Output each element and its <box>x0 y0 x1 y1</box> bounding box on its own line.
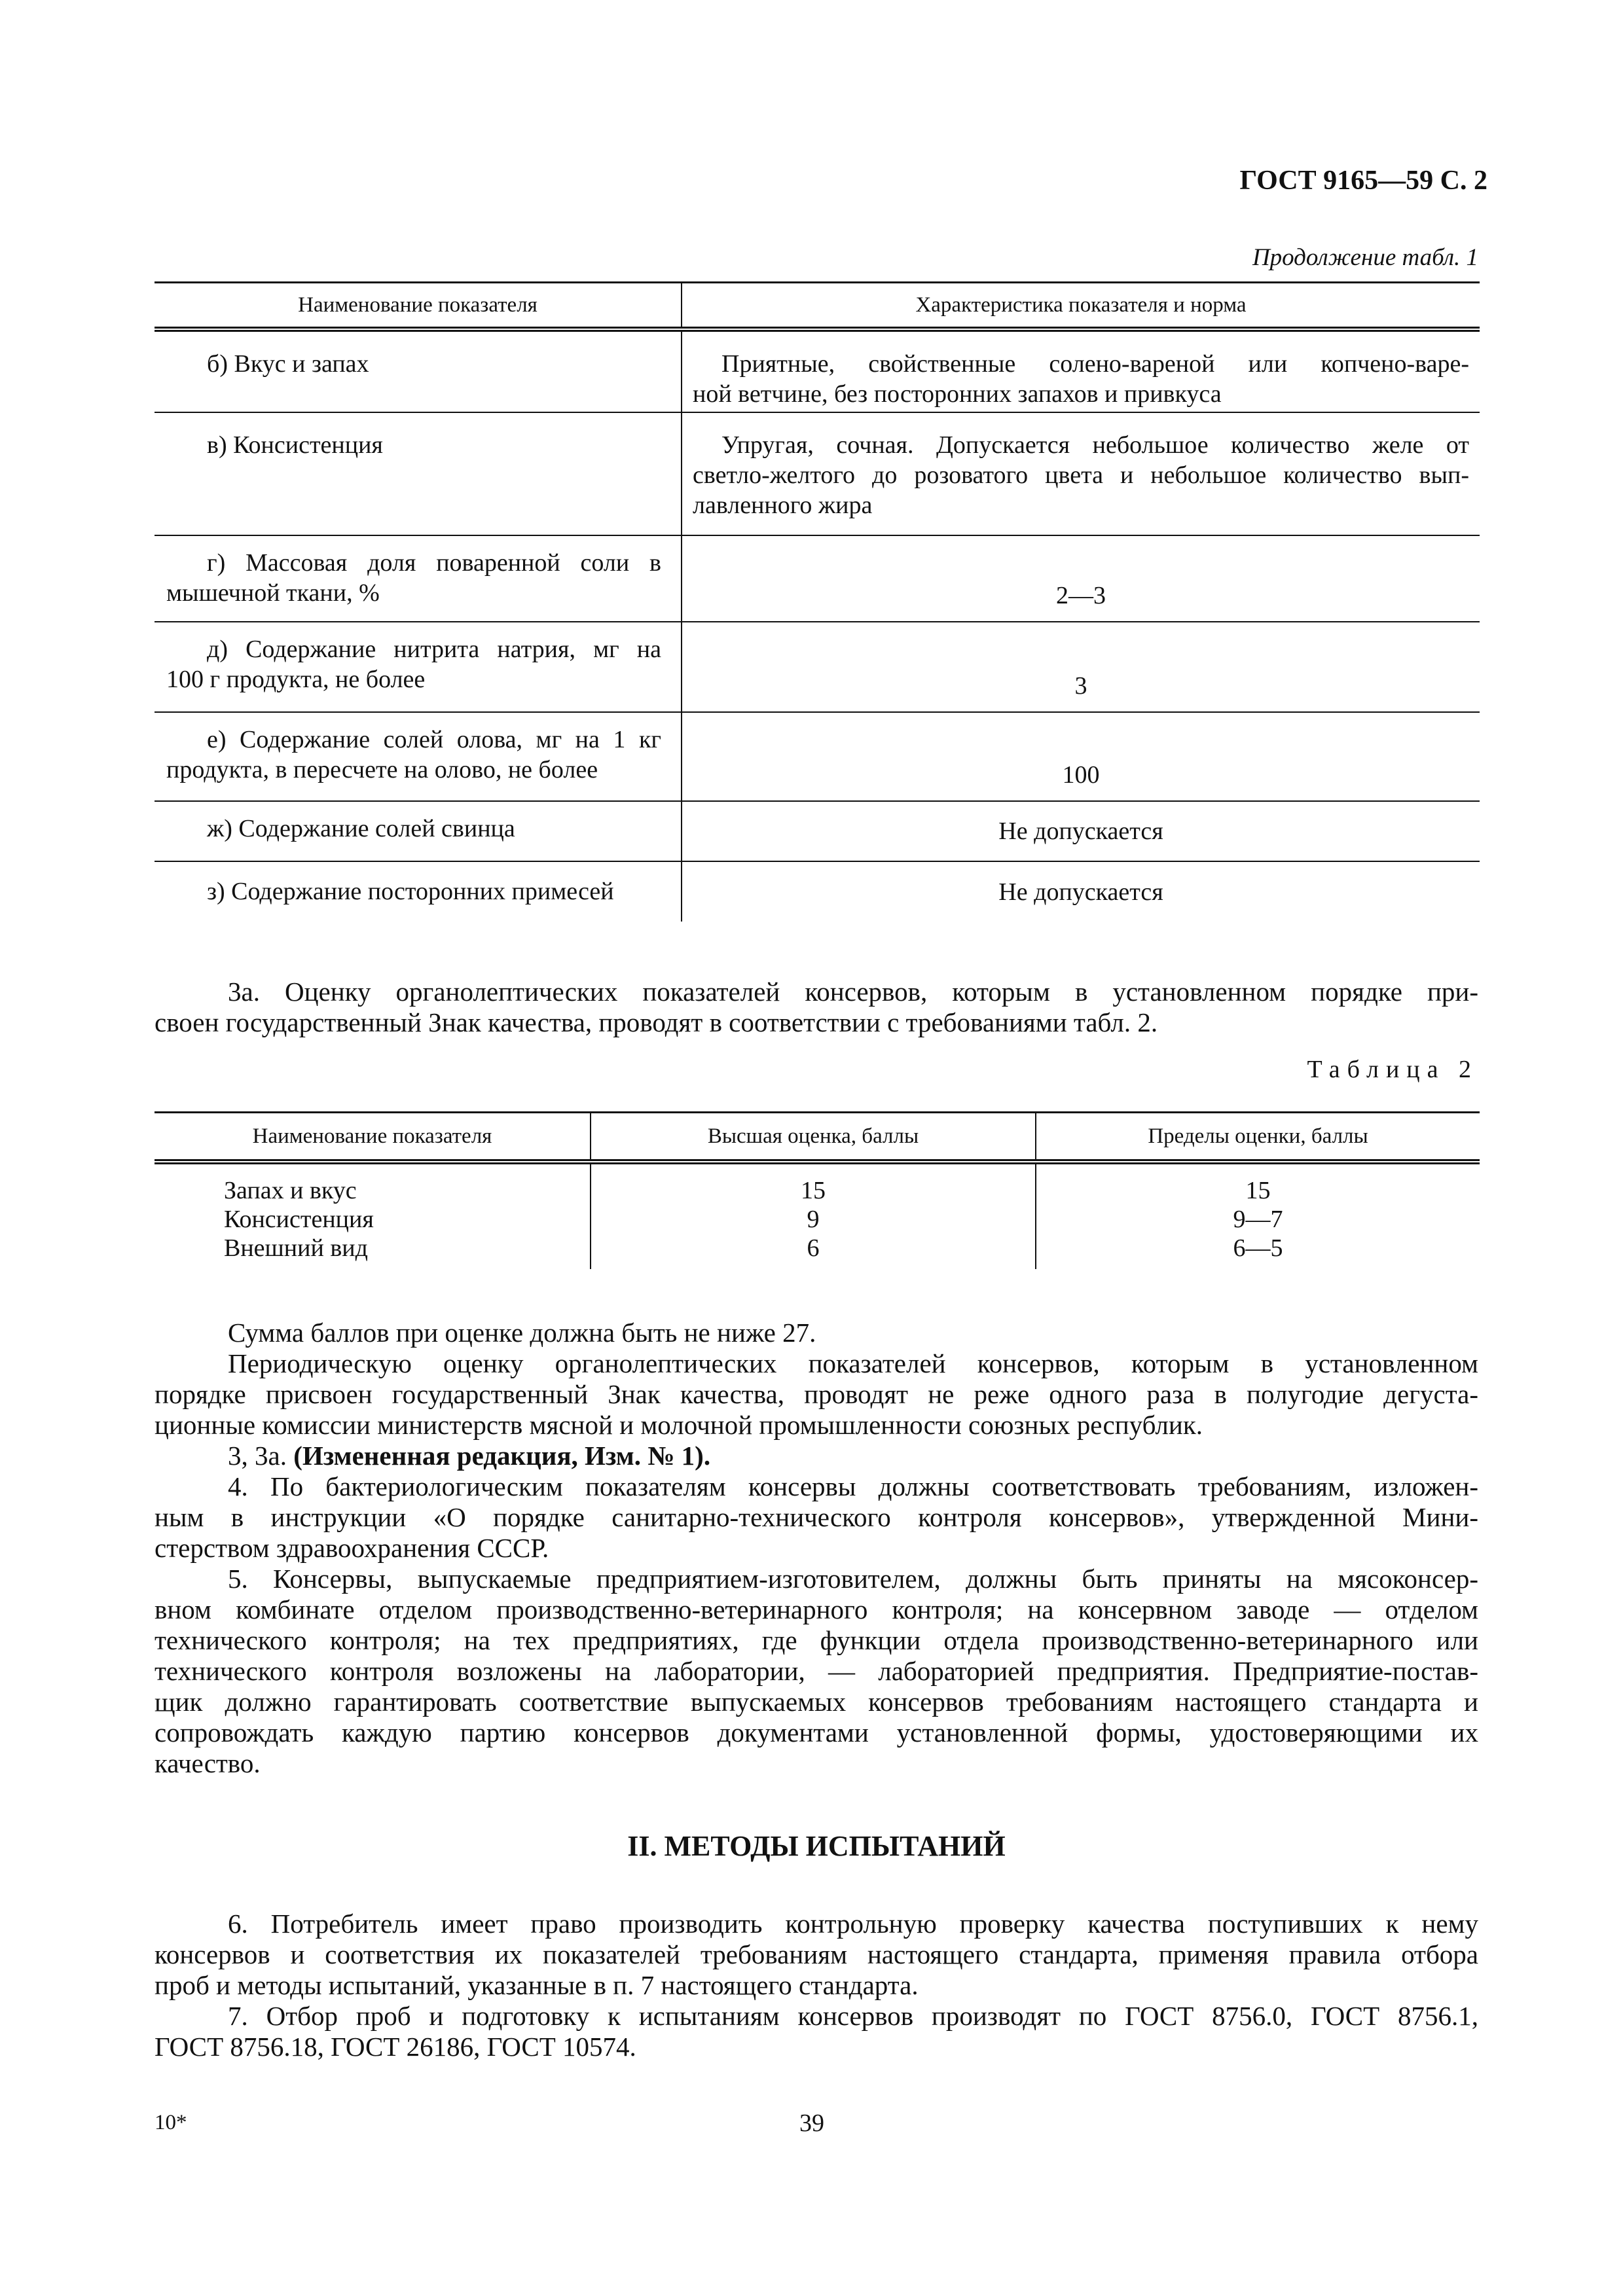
indicator-value: 2—3 <box>682 535 1480 622</box>
indicator-description: Упругая, сочная. Допускается небольшое количество желе от светло-желтого до розоватого цвета и небольшое количество вып- лавленного жира <box>682 412 1480 535</box>
score-name: Запах и вкус <box>224 1177 357 1204</box>
score-name: Внешний вид <box>224 1234 368 1262</box>
indicator-name: б) Вкус и запах <box>155 329 682 412</box>
indicator-name: д) Содержание нитрита натрия, мг на 100 г продукта, не более <box>155 622 682 712</box>
amendment-note: 3, 3а. (Измененная редакция, Изм. № 1). <box>228 1441 711 1471</box>
column-header: Пределы оценки, баллы <box>1036 1113 1480 1162</box>
table-row <box>155 861 1480 922</box>
footer-signature: 10* <box>155 2111 187 2134</box>
table-header-row <box>155 1113 1480 1162</box>
score-max: 6 <box>807 1234 820 1262</box>
indicator-name: е) Содержание солей олова, мг на 1 кг продукта, в пересчете на олово, не более <box>155 712 682 801</box>
score-names <box>155 1162 591 1269</box>
body-text: Сумма баллов при оценке должна быть не ниже 27. Периодическую оценку органолептических показателей консервов, которым в установленном порядке присвоен государственный Знак качества, проводят не реже одного раза в полугодие дегуста- ционные комиссии министерств мясной и молочной промышленности союзных республик. 3, 3а. (Измененная редакция, Изм. № 1). 4. По бактериологическим показателям консервы должны соответствовать требованиям, изложен- ным в инструкции «О порядке санитарно-технического контроля консервов», утвержденной Мини- стерством здравоохранения СССР. 5. Консервы, выпускаемые предприятием-изготовителем, должны быть приняты на мясоконсер- вном комбинате отделом производственно-ветеринарного контроля; на консервном заводе — отделом технического контроля; на тех предприятиях, где функции отдела производственно-ветеринарного или технического контроля возложены на лаборатории, — лабораторией предприятия. Предприятие-постав- щик должно гарантировать соответствие выпускаемых консервов требованиям настоящего стандарта и сопровождать каждую партию консервов документами установленной формы, удостоверяющими их качество. <box>155 1318 1478 1778</box>
indicator-value: 100 <box>682 712 1480 801</box>
table-row <box>155 622 1480 712</box>
indicator-name: в) Консистенция <box>155 412 682 535</box>
column-header: Высшая оценка, баллы <box>591 1113 1036 1162</box>
table-row <box>155 412 1480 535</box>
score-name: Консистенция <box>224 1206 374 1233</box>
score-range-values <box>1036 1162 1480 1269</box>
indicator-name: з) Содержание посторонних примесей <box>155 861 682 922</box>
table-row <box>155 329 1480 412</box>
sum-sentence: Сумма баллов при оценке должна быть не ниже 27. <box>228 1318 816 1348</box>
score-max: 15 <box>801 1177 826 1204</box>
standard-header: ГОСТ 9165—59 С. 2 <box>1239 166 1487 196</box>
table2-title: Таблица 2 <box>1307 1056 1478 1083</box>
table-row <box>155 535 1480 622</box>
column-header: Наименование показателя <box>155 1113 591 1162</box>
indicator-name: г) Массовая доля поваренной соли в мышечной ткани, % <box>155 535 682 622</box>
scores-table <box>155 1111 1480 1269</box>
paragraph-3a: 3а. Оценку органолептических показателей консервов, которым в установленном порядке при- своен государственный Знак качества, проводят в соответствии с требованиями табл. 2. <box>155 977 1478 1037</box>
score-range: 6—5 <box>1233 1234 1283 1262</box>
indicator-value: 3 <box>682 622 1480 712</box>
indicator-description: Приятные, свойственные солено-вареной или копчено-варе- ной ветчине, без посторонних запахов и привкуса <box>682 329 1480 412</box>
score-range: 15 <box>1245 1177 1271 1204</box>
section-title: II. МЕТОДЫ ИСПЫТАНИЙ <box>627 1830 1006 1862</box>
table-row <box>155 712 1480 801</box>
table-row <box>155 1162 1480 1269</box>
column-header: Характеристика показателя и норма <box>682 283 1480 330</box>
table-header-row <box>155 283 1480 330</box>
column-header: Наименование показателя <box>155 283 682 330</box>
indicator-name: ж) Содержание солей свинца <box>155 801 682 861</box>
section2-text: 6. Потребитель имеет право производить контрольную проверку качества поступивших к нему консервов и соответствия их показателей требованиям настоящего стандарта, применяя правила отбора проб и методы испытаний, указанные в п. 7 настоящего стандарта. 7. Отбор проб и подготовку к испытаниям консервов производят по ГОСТ 8756.0, ГОСТ 8756.1, ГОСТ 8756.18, ГОСТ 26186, ГОСТ 10574. <box>155 1909 1478 2062</box>
indicators-table <box>155 281 1480 922</box>
indicator-value: Не допускается <box>998 878 1163 906</box>
page-number: 39 <box>799 2109 824 2137</box>
score-max: 9 <box>807 1206 820 1233</box>
table-continuation-note: Продолжение табл. 1 <box>1252 244 1478 271</box>
indicator-value: Не допускается <box>682 801 1480 861</box>
table-row <box>155 801 1480 861</box>
score-max-values <box>591 1162 1036 1269</box>
score-range: 9—7 <box>1233 1206 1283 1233</box>
